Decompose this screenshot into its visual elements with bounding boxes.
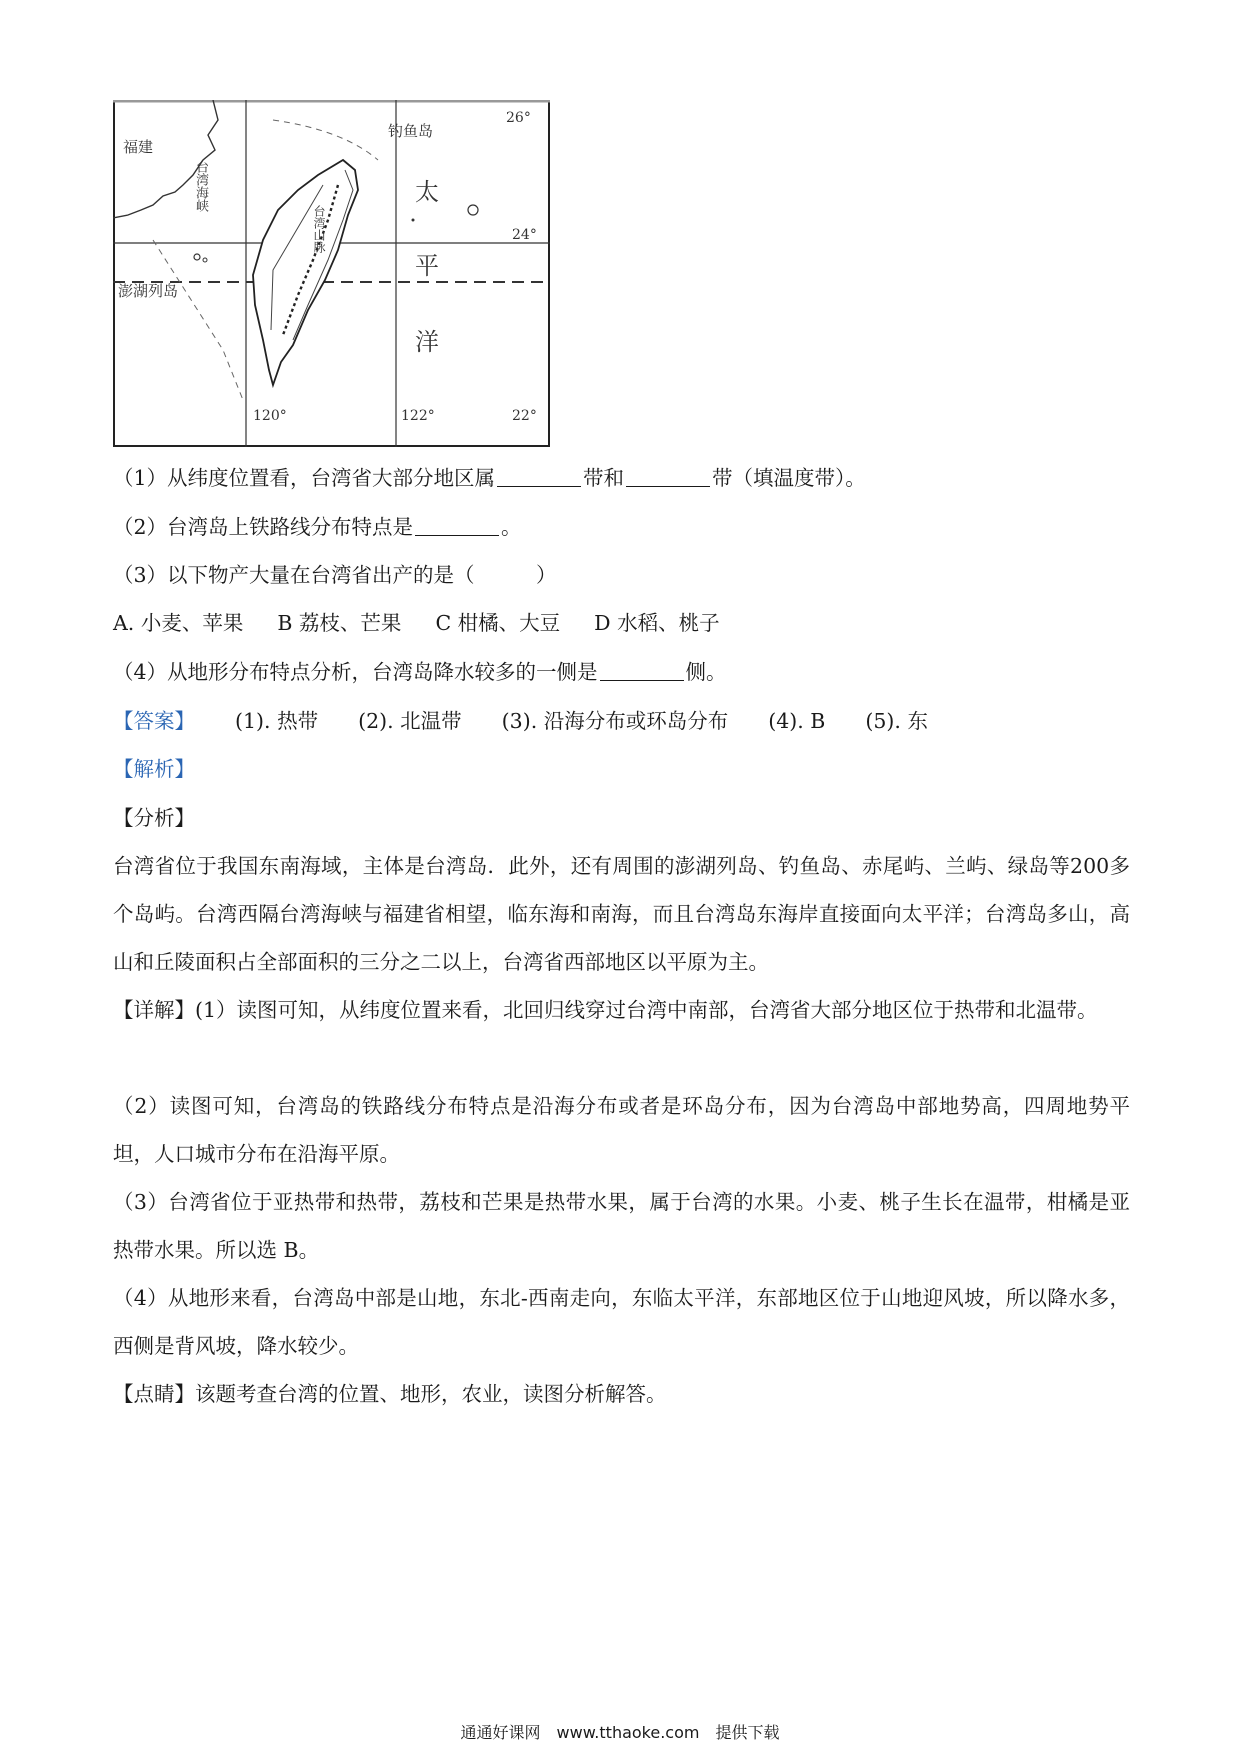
xiangjie-paragraph-3: （3）台湾省位于亚热带和热带，荔枝和芒果是热带水果，属于台湾的水果。小麦、桃子生长在温带，柑橘是亚热带水果。所以选 B。 [113, 1190, 1130, 1262]
map-label-tai: 太 [415, 178, 439, 206]
fenxi-line [113, 803, 195, 833]
answer-item-3: (3). 沿海分布或环岛分布 [501, 709, 729, 733]
answer-item-5: (5). 东 [865, 709, 928, 733]
xiangjie-tag: 【详解】 [113, 998, 195, 1022]
map-coord-lat26: 26° [506, 110, 531, 126]
q1-blank-2 [626, 466, 710, 487]
map-label-ping: 平 [415, 252, 439, 280]
answer-tag: 【答案】 [113, 709, 195, 733]
map-label-mountain: 台湾山脉 [312, 205, 326, 253]
xiangjie-paragraph-2: （2）读图可知，台湾岛的铁路线分布特点是沿海分布或者是环岛分布，因为台湾岛中部地势高，四周地势平坦，人口城市分布在沿海平原。 [113, 1094, 1130, 1166]
map-label-yang: 洋 [415, 328, 439, 356]
map-coord-lon120: 120° [253, 408, 287, 424]
q3-text: （3）以下物产大量在台湾省出产的是（ ） [113, 563, 557, 587]
map-coord-lon122: 122° [401, 408, 435, 424]
question-4 [113, 657, 727, 687]
map-label-diaoyu: 钓鱼岛 [388, 122, 434, 140]
answer-item-1: (1). 热带 [235, 709, 319, 733]
question-3 [113, 560, 557, 590]
taiwan-map [113, 100, 550, 447]
jiexi-tag: 【解析】 [113, 757, 195, 781]
map-label-penghu: 澎湖列岛 [118, 282, 179, 300]
option-c: C 柑橘、大豆 [435, 611, 561, 635]
q2-blank [415, 515, 499, 536]
answer-item-2: (2). 北温带 [358, 709, 462, 733]
q1-blank-1 [497, 466, 581, 487]
q2-text-a: （2）台湾岛上铁路线分布特点是 [113, 515, 414, 539]
xiangjie-1-text: (1）读图可知，从纬度位置来看，北回归线穿过台湾中南部，台湾省大部分地区位于热带和北温带。 [195, 998, 1098, 1022]
fenxi-tag: 【分析】 [113, 806, 195, 830]
option-d: D 水稻、桃子 [594, 611, 720, 635]
option-a: A. 小麦、苹果 [113, 611, 244, 635]
dianjing-paragraph [113, 1370, 1130, 1418]
dianjing-tag: 【点睛】 [113, 1382, 195, 1406]
q1-text-c: 带（填温度带）。 [712, 466, 866, 490]
fenxi-paragraph: 台湾省位于我国东南海域，主体是台湾岛．此外，还有周围的澎湖列岛、钓鱼岛、赤尾屿、兰屿、绿岛等200多个岛屿。台湾西隔台湾海峡与福建省相望，临东海和南海，而且台湾岛东海岸直接面向太平洋；台湾岛多山，高山和丘陵面积占全部面积的三分之二以上，台湾省西部地区以平原为主。 [113, 854, 1130, 974]
q4-blank [600, 660, 684, 681]
question-2 [113, 512, 522, 542]
q4-text-b: 侧。 [685, 660, 727, 684]
q1-text-a: （1）从纬度位置看，台湾省大部分地区属 [113, 466, 496, 490]
page-footer: 通通好课网 www.tthaoke.com 提供下载 [460, 1723, 780, 1742]
option-b: B 荔枝、芒果 [277, 611, 402, 635]
q2-text-b: 。 [501, 515, 522, 539]
q1-text-b: 带和 [583, 466, 625, 490]
map-drawing [113, 100, 550, 447]
question-3-options [113, 608, 720, 638]
map-label-strait: 台湾海峡 [193, 160, 208, 212]
question-1 [113, 463, 866, 493]
answer-line [113, 706, 928, 736]
map-coord-lat22: 22° [512, 408, 537, 424]
xiangjie-paragraph-4: （4）从地形来看，台湾岛中部是山地，东北-西南走向，东临太平洋，东部地区位于山地迎风坡，所以降水多，西侧是背风坡，降水较少。 [113, 1286, 1130, 1358]
map-coord-lat24: 24° [512, 227, 537, 243]
map-label-fujian: 福建 [123, 138, 154, 156]
xiangjie-paragraph-1 [113, 986, 1130, 1034]
q4-text-a: （4）从地形分布特点分析，台湾岛降水较多的一侧是 [113, 660, 598, 684]
dianjing-text: 该题考查台湾的位置、地形，农业，读图分析解答。 [195, 1382, 667, 1406]
jiexi-line [113, 754, 195, 784]
answer-item-4: (4). B [768, 709, 826, 733]
